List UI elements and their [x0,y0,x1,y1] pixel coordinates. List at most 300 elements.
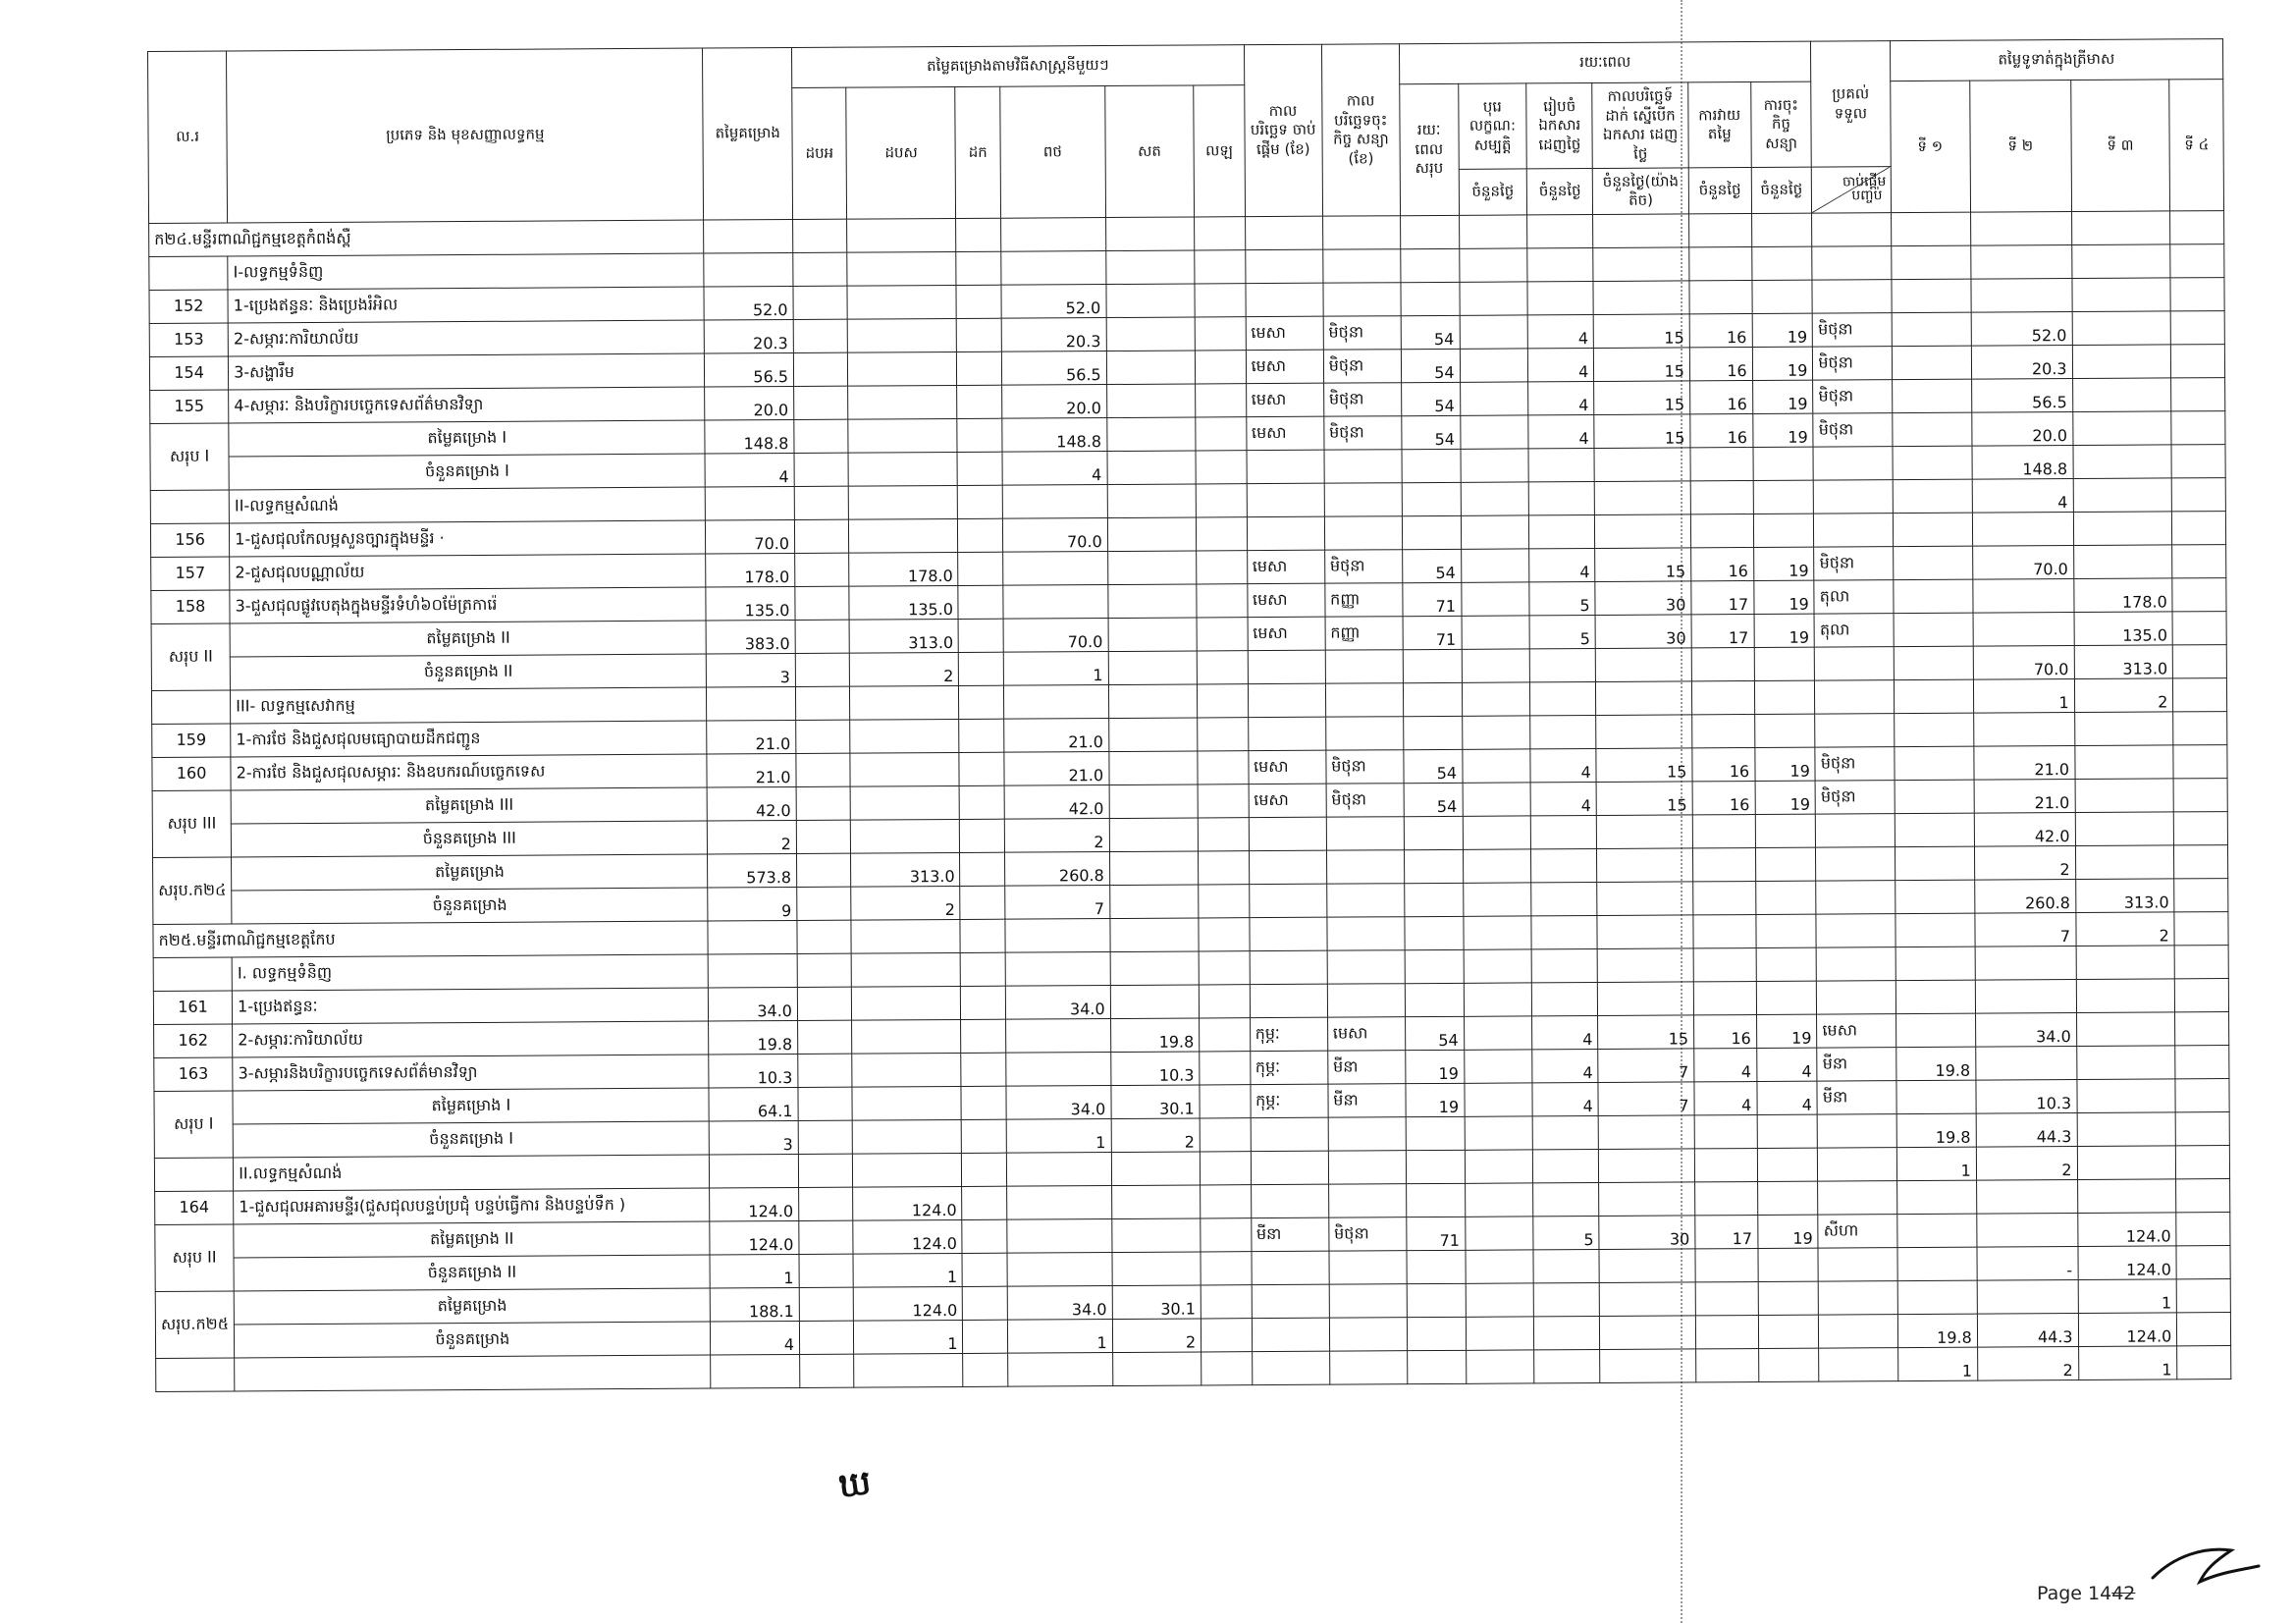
cell [962,1219,1006,1253]
cell [1753,447,1814,480]
cell [1401,282,1460,315]
cell [1402,515,1461,549]
cell [1407,1317,1466,1350]
cell [1892,412,1971,446]
cell [1195,217,1246,250]
cell [847,251,956,286]
cell [1816,814,1895,847]
cell [1533,1182,1599,1216]
cell [2170,211,2224,244]
cell [853,1119,962,1154]
cell [1757,1114,1818,1148]
cell: 16 [1689,314,1752,348]
cell [1324,483,1402,516]
cell [1406,1116,1465,1150]
cell [1461,449,1529,482]
row-number: 163 [154,1057,233,1091]
cell [1247,483,1324,516]
cell [1461,482,1529,515]
cell [1326,817,1404,850]
cell [1599,1249,1695,1283]
cell: 42.0 [708,786,797,821]
cell [1462,616,1530,649]
cell: 313.0 [2074,645,2173,679]
cell [1817,1114,1896,1148]
cell [1112,1252,1201,1286]
cell: 56.5 [1001,352,1106,386]
cell [2072,311,2171,346]
cell [1459,282,1527,315]
cell: 71 [1403,616,1462,649]
cell [794,419,849,453]
cell [2172,512,2226,545]
cell: 4 [1528,415,1594,449]
cell [1325,650,1403,683]
cell: 1 [854,1320,963,1354]
subtotal-caption: ចំនួនគម្រោង [232,888,708,924]
cell: 4 [1757,1081,1818,1114]
item-description [235,1355,711,1391]
cell [795,620,850,653]
subtotal-caption: តម្លៃគម្រោង I [233,1088,709,1124]
cell [1460,349,1528,382]
col-no-header: ល.រ [148,51,228,223]
item-description: 3-ជួសជុលផ្លូវបេតុងក្នុងមន្ទីរទំហំ៦០ម៉ែត្រការ៉េ [230,587,706,623]
cell [1751,246,1812,280]
start-end-header [1812,167,1891,213]
cell [1814,480,1893,514]
cell [1198,684,1249,718]
cell: 1 [1897,1347,1977,1380]
cell [1197,517,1248,551]
cell [1755,814,1816,847]
subtotal-caption: ចំនួនគម្រោង III [231,821,707,857]
subtotal-label: សរុប.ក២៤ [153,857,233,924]
cell [1201,1252,1252,1285]
cell: មិថុនា [1812,313,1891,347]
cell [796,786,851,820]
cell [1593,214,1689,248]
cell [1815,647,1894,680]
cell [2175,1112,2229,1146]
cell: 19.8 [1896,1047,1975,1080]
cell [2173,779,2227,812]
cell [961,952,1005,986]
row-number: 158 [151,590,230,623]
cell [956,218,1000,251]
cell [706,486,795,520]
cell: 70.0 [1002,518,1107,553]
cell [957,318,1001,352]
cell [2172,578,2226,612]
cell: 10.3 [1110,1052,1200,1086]
page-footer-label: Page 14 [2037,1583,2112,1604]
cell [1973,613,2074,647]
cell [2171,345,2225,378]
start-label: ចាប់ផ្តើម [1842,174,1887,190]
cell [1407,1250,1466,1283]
cell [1462,649,1530,682]
cell [1896,980,1975,1013]
cell: 5 [1529,581,1595,615]
cell [1248,717,1325,750]
cell: មិថុនា [1323,383,1401,416]
cell [1466,1283,1534,1317]
cell: 5 [1533,1216,1599,1249]
cell: 178.0 [706,553,795,587]
cell: មិថុនា [1813,347,1892,380]
cell [1895,813,1974,846]
cell [2076,979,2175,1013]
cell [1195,351,1246,384]
cell [1756,981,1817,1014]
quarter-header-2: ទី ២ [1969,81,2071,213]
cell [1111,1185,1201,1219]
row-number: 159 [152,724,231,757]
cell [2073,445,2172,479]
cell [853,1153,962,1187]
cell [1529,515,1595,549]
cell [1200,1018,1251,1052]
cell [2077,1146,2176,1180]
cell [1195,250,1246,284]
cell: 124.0 [854,1286,963,1321]
cell [1461,515,1529,549]
cell [852,986,961,1020]
cell [1007,1353,1112,1387]
method-header-4: ពថ [999,86,1105,219]
cell [1247,516,1324,550]
cell [1195,317,1246,351]
cell [1404,849,1463,883]
cell [1329,1284,1407,1318]
cell [1813,447,1892,480]
cell [1197,618,1248,651]
cell: 44.3 [1977,1314,2078,1348]
cell: 21.0 [1974,780,2075,814]
cell: 19 [1753,580,1814,614]
cell [2173,645,2227,678]
row-number: 154 [149,356,228,390]
cell [1895,880,1974,913]
cell: មេសា [1817,1014,1896,1048]
cell: 19.8 [1896,1113,1976,1147]
cell: 34.0 [1975,1013,2076,1048]
cell [1005,952,1110,987]
cell [851,819,960,853]
cell: 135.0 [2074,612,2173,646]
cell [2077,1179,2176,1214]
cell [794,486,849,519]
cell [1402,482,1461,515]
cell [1894,713,1973,746]
cell [1108,684,1198,719]
cell [963,1353,1007,1386]
cell [1328,1151,1406,1184]
cell [848,418,957,453]
cell [1464,1016,1532,1050]
cell: 30.1 [1111,1085,1201,1119]
cell: 19 [1752,380,1813,413]
cell: 70.0 [1972,546,2073,580]
item-description: 4-សម្ភារៈ និងបរិក្ខារបច្ចេកទេសព័ត៌មានវិទ្យា [229,387,705,423]
cell [1530,715,1596,748]
cell [1594,448,1690,482]
cell [1007,1219,1112,1254]
cell [1111,1152,1201,1186]
cell [1328,1184,1406,1217]
cell [797,987,852,1020]
cell [795,653,850,686]
cell [1814,514,1893,547]
cell [2176,1213,2230,1246]
cell [1106,417,1196,452]
cell [799,1220,854,1254]
cell [1460,382,1528,415]
cell [1324,516,1402,550]
cell: 17 [1691,581,1754,615]
cell: មេសា [1246,383,1323,416]
cell [1527,215,1593,248]
cell [1195,284,1246,317]
cell: 1 [1006,1119,1111,1154]
cell [1325,683,1403,717]
cell [1755,881,1816,914]
cell [1597,915,1693,949]
subtotal-caption: ចំនួនគម្រោង I [233,1121,709,1158]
cell [1323,283,1401,316]
section-title: ក២៥.មន្ទីរពាណិជ្ជកម្មខេត្តកែប [153,921,709,957]
cell: 1 [1973,679,2074,714]
subtotal-caption: ចំនួនគម្រោង II [234,1255,710,1291]
cell: 21.0 [707,720,796,754]
cell [957,385,1001,418]
cell [1326,850,1404,884]
cell [1977,1280,2078,1315]
cell: 44.3 [1976,1113,2077,1148]
cell [1112,1352,1201,1386]
days-bid-header: ចំនួនថ្ងៃ(យ៉ាង តិច) [1592,168,1688,215]
cell [1111,1218,1201,1253]
cell: 7 [1004,886,1109,920]
cell: 19 [1752,313,1813,347]
cell: 4 [1532,1082,1598,1115]
cell [1000,218,1105,252]
cell [1251,1117,1328,1151]
subtotal-caption: តម្លៃគម្រោង [234,1288,710,1325]
item-description: 1-ជួសជុលអគារមន្ទីរ(ជួសជុលបន្ទប់ប្រជុំ បន្ទប់ធ្វើការ និងបន្ទប់ទឹក ) [234,1188,710,1224]
cell [963,1320,1007,1353]
cell [2171,411,2225,445]
quarter-header-1: ទី ១ [1890,81,1970,212]
cell [1892,312,1971,346]
cell [1595,514,1691,549]
cell [961,1053,1005,1086]
method-header-3: ដក [955,86,1000,218]
cell: 10.3 [709,1054,798,1088]
cell: 54 [1403,549,1462,582]
cell [1894,679,1973,713]
cell [1758,1248,1819,1281]
cell [1463,916,1531,949]
cell [1196,417,1247,451]
cell [1252,1351,1329,1384]
cell [1461,582,1529,616]
cell [796,853,851,887]
cell [958,485,1002,518]
cell [1600,1349,1696,1383]
cell [2071,211,2170,245]
cell [1461,549,1529,582]
cell [1197,584,1248,618]
cell [1107,517,1197,552]
cell [1530,681,1596,715]
cell [962,1253,1006,1286]
cell [1402,449,1461,482]
cell [1006,1153,1111,1187]
cell [1462,682,1530,716]
cell [800,1354,855,1387]
cell [795,586,850,620]
cell [1976,1180,2077,1215]
cell [2173,678,2227,712]
cell: មិថុនា [1814,547,1893,580]
cell [1400,215,1459,248]
col-completion-header [1811,41,1891,167]
subtotal-label: សរុប III [152,790,232,857]
cell: 2 [1976,1147,2077,1181]
cell [794,519,849,553]
cell [2172,545,2226,578]
cell [1754,714,1815,747]
cell: 42.0 [1974,813,2075,847]
cell [1199,851,1250,885]
cell [1597,948,1693,983]
cell [796,753,851,786]
cell [793,252,848,286]
row-number [154,1158,233,1191]
cell: មិថុនា [1813,380,1892,413]
cell: មេសា [1246,316,1323,350]
cell: 54 [1405,1016,1464,1050]
method-header-1: ដបអ [792,87,847,219]
cell [1753,514,1814,547]
col-quarter-group-header: តម្លៃទូទាត់ក្នុងត្រីមាស [1890,39,2223,81]
page-footer [2037,1583,2135,1604]
cell: 15 [1598,1015,1694,1050]
cell [1895,846,1974,880]
cell: 30.1 [1112,1285,1201,1320]
cell [851,919,960,953]
cell [1528,449,1594,482]
cell [1107,584,1197,619]
cell: 34.0 [1005,986,1110,1020]
item-description: 1-ប្រេងឥន្ធនៈ និងប្រេងរំអិល [228,287,704,323]
cell [961,1086,1005,1119]
cell [793,286,848,319]
cell [2172,612,2226,645]
cell [1688,214,1751,247]
cell: 54 [1404,783,1463,816]
cell [1758,1315,1819,1348]
cell [794,453,849,486]
cell [1894,746,1973,780]
cell [1531,815,1597,848]
cell [1534,1316,1600,1349]
cell: តុលា [1814,614,1893,647]
cell: 16 [1691,548,1754,581]
cell: មិថុនា [1328,1217,1406,1251]
cell [1248,683,1325,717]
cell: 4 [711,1321,800,1355]
cell: មីនា [1817,1081,1896,1114]
cell [1326,884,1404,917]
cell [707,686,796,721]
cell: មិថុនា [1326,750,1404,784]
cell [2076,1012,2175,1047]
cell [798,1154,853,1187]
cell [1465,1183,1533,1217]
cell [1407,1350,1466,1383]
cell [1463,816,1531,849]
cell: 20.3 [1971,346,2072,380]
cell [1197,551,1248,584]
item-description: 2-សម្ភារៈការិយាល័យ [233,1021,709,1057]
cell: 135.0 [706,586,795,621]
cell [2072,345,2171,379]
cell: 9 [708,887,797,921]
cell: 42.0 [1004,785,1109,820]
cell [2171,478,2225,512]
cell [1971,279,2072,313]
cell [1105,250,1195,285]
cell [2170,244,2224,278]
cell: មេសា [1249,784,1326,817]
cell [1599,1149,1695,1183]
subtotal-caption: តម្លៃគម្រោង II [234,1221,710,1258]
cell [1003,685,1108,720]
subtotal-label: សរុប.ក២៥ [155,1291,235,1358]
cell: 178.0 [849,552,958,586]
cell: មីនា [1817,1048,1896,1081]
cell: 4 [1694,1049,1757,1082]
cell [793,352,848,386]
cell: 52.0 [1971,312,2072,347]
cell [1245,216,1322,249]
cell: 15 [1594,414,1690,449]
cell: 16 [1689,348,1752,381]
cell: 2 [850,652,959,686]
cell: 19.8 [1897,1314,1977,1347]
method-header-6: លឡ [1194,85,1245,217]
cell [958,585,1002,619]
cell [1695,1315,1758,1348]
cell [1751,213,1812,246]
cell [1894,613,1973,646]
cell [799,1287,854,1321]
cell [1108,651,1198,685]
cell [1694,1149,1757,1182]
days-header-3: ចំនួនថ្ងៃ [1688,168,1751,214]
item-description: 2-ការថែ និងជួសជុលសម្ភារៈ និងឧបករណ៍បច្ចេកទេស [231,754,707,790]
cell [2174,845,2228,879]
cell: 2 [1112,1319,1201,1353]
cell: 21.0 [707,753,796,787]
cell [1896,1247,1976,1280]
cell [962,1153,1006,1186]
cell [796,720,851,753]
cell: កញ្ញា [1325,617,1403,650]
